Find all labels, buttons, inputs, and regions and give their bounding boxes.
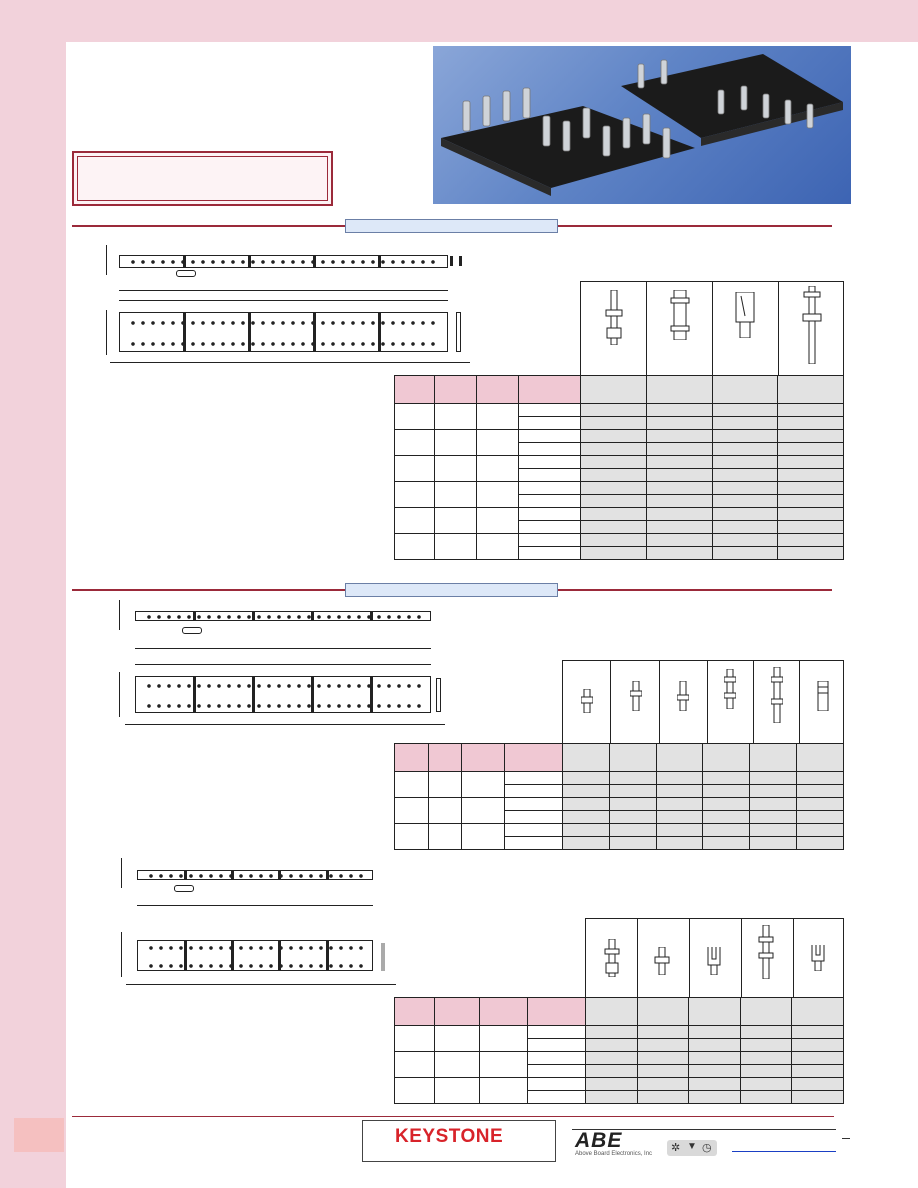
section-label-1 (345, 219, 558, 233)
terminal-end-1 (450, 256, 462, 266)
keystone-logo-box (362, 1120, 556, 1162)
sleeve-icon (816, 681, 830, 711)
drawing-3-top-view (137, 870, 373, 880)
stud-icon (654, 947, 670, 975)
abe-logo-text: ABE (575, 1129, 623, 1152)
drawing-1-front-view (119, 312, 448, 352)
footer-tick (842, 1138, 850, 1139)
screw-icon (581, 689, 593, 713)
abe-tagline: Above Board Electronics, Inc (575, 1151, 653, 1157)
side-view-3 (381, 943, 385, 971)
side-view-2 (436, 678, 441, 712)
drawing-2-top-view (135, 611, 431, 621)
double-stud-icon (771, 667, 783, 723)
abe-logo (573, 1131, 651, 1161)
product-photo (433, 46, 851, 204)
cart-icon[interactable]: ▼ (687, 1141, 697, 1152)
footer-link-underline[interactable] (732, 1151, 836, 1152)
footer-rule (72, 1116, 834, 1117)
spec-table-2 (394, 743, 844, 850)
fork-terminal-icon (810, 945, 826, 971)
screw-terminal-icon (604, 939, 620, 977)
title-box (72, 151, 333, 206)
stud-icon (630, 681, 642, 711)
break-symbol-1 (176, 270, 196, 277)
drawing-2-front-view (135, 676, 431, 713)
stud-terminal-icon (669, 290, 691, 340)
fork-lug-icon (706, 947, 722, 975)
break-symbol-2 (182, 627, 202, 634)
solder-lug-icon (733, 292, 757, 338)
hardware-pictograms-1 (580, 281, 844, 376)
screw-terminal-icon (603, 290, 625, 345)
spec-table-3 (394, 997, 844, 1104)
binding-post-icon (801, 286, 823, 364)
drawing-1-top-view (119, 255, 448, 268)
hardware-pictograms-2 (562, 660, 844, 744)
top-band (66, 0, 918, 42)
page-number-tab (14, 1118, 64, 1152)
section-label-2 (345, 583, 558, 597)
long-stud-icon (724, 669, 736, 709)
left-margin-band (0, 0, 66, 1188)
break-symbol-3 (174, 885, 194, 892)
side-view-1 (456, 312, 461, 352)
hardware-pictograms-3 (585, 918, 844, 998)
clock-icon[interactable]: ◷ (702, 1142, 712, 1154)
binding-post-icon (758, 925, 774, 979)
spec-table-1 (394, 375, 844, 560)
nut-screw-icon (677, 681, 689, 711)
settings-icon[interactable]: ✲ (671, 1142, 681, 1154)
keystone-logo: KEYSTONE (395, 1126, 504, 1147)
footer-icons (667, 1140, 717, 1156)
drawing-3-front-view (137, 940, 373, 971)
